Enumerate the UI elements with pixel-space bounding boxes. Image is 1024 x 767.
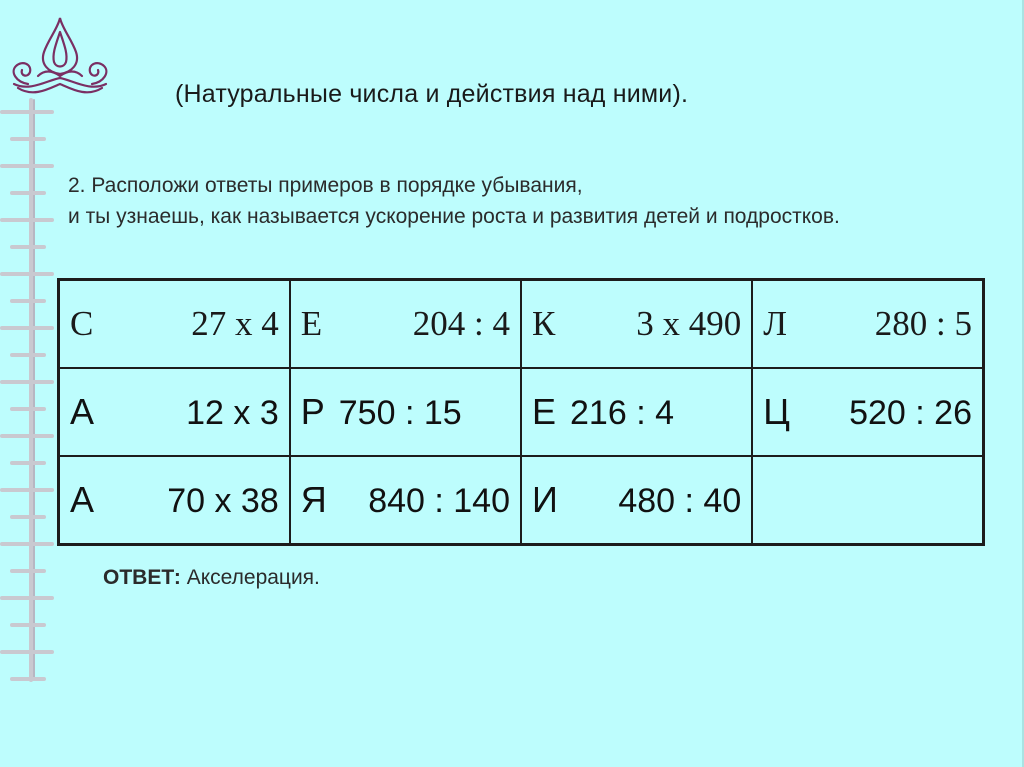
cell-expression: 520 : 26 [849, 394, 972, 432]
cell-expression: 750 : 15 [338, 394, 462, 432]
puzzle-table [57, 278, 985, 546]
cell-expression: 280 : 5 [874, 304, 972, 343]
cell-expression: 3 х 490 [636, 304, 742, 343]
table-cell [752, 280, 983, 369]
cell-expression: 27 х 4 [191, 304, 279, 343]
cell-letter: А [70, 479, 95, 520]
cell-expression: 480 : 40 [618, 482, 742, 520]
task-line-1: 2. Расположи ответы примеров в порядке убывания, [68, 174, 583, 197]
table-cell-empty [752, 456, 983, 545]
table-row [59, 368, 984, 456]
table-cell [521, 280, 752, 369]
table-cell [290, 368, 521, 456]
answer-text [103, 566, 320, 590]
table-cell [59, 368, 290, 456]
cell-letter: К [532, 304, 556, 343]
cell-letter: Е [532, 391, 557, 432]
table-row [59, 456, 984, 545]
cell-letter: С [70, 304, 94, 343]
task-text [68, 170, 840, 232]
answer-label: ОТВЕТ: [103, 566, 181, 589]
table-cell [521, 456, 752, 545]
answer-value: Акселерация. [180, 566, 320, 589]
table-cell [752, 368, 983, 456]
table-cell [521, 368, 752, 456]
cell-letter: Ц [763, 391, 790, 432]
cell-letter: И [532, 479, 558, 520]
task-line-2: и ты узнаешь, как называется ускорение роста и развития детей и подростков. [68, 205, 840, 228]
table-cell [59, 456, 290, 545]
table-cell [59, 280, 290, 369]
ornament-icon [8, 14, 112, 102]
cell-expression: 204 : 4 [412, 304, 510, 343]
cell-expression: 12 х 3 [186, 394, 279, 432]
cell-letter: А [70, 391, 95, 432]
table-cell [290, 280, 521, 369]
cell-expression: 216 : 4 [570, 394, 674, 432]
cell-letter: Р [300, 391, 325, 432]
cell-letter: Е [300, 304, 323, 343]
cell-expression: 840 : 140 [368, 482, 510, 520]
cell-letter: Л [763, 304, 787, 343]
cell-expression: 70 х 38 [167, 482, 279, 520]
table-row [59, 280, 984, 369]
cell-letter: Я [300, 479, 327, 520]
table-cell [290, 456, 521, 545]
slide-subtitle: (Натуральные числа и действия над ними). [175, 80, 689, 108]
